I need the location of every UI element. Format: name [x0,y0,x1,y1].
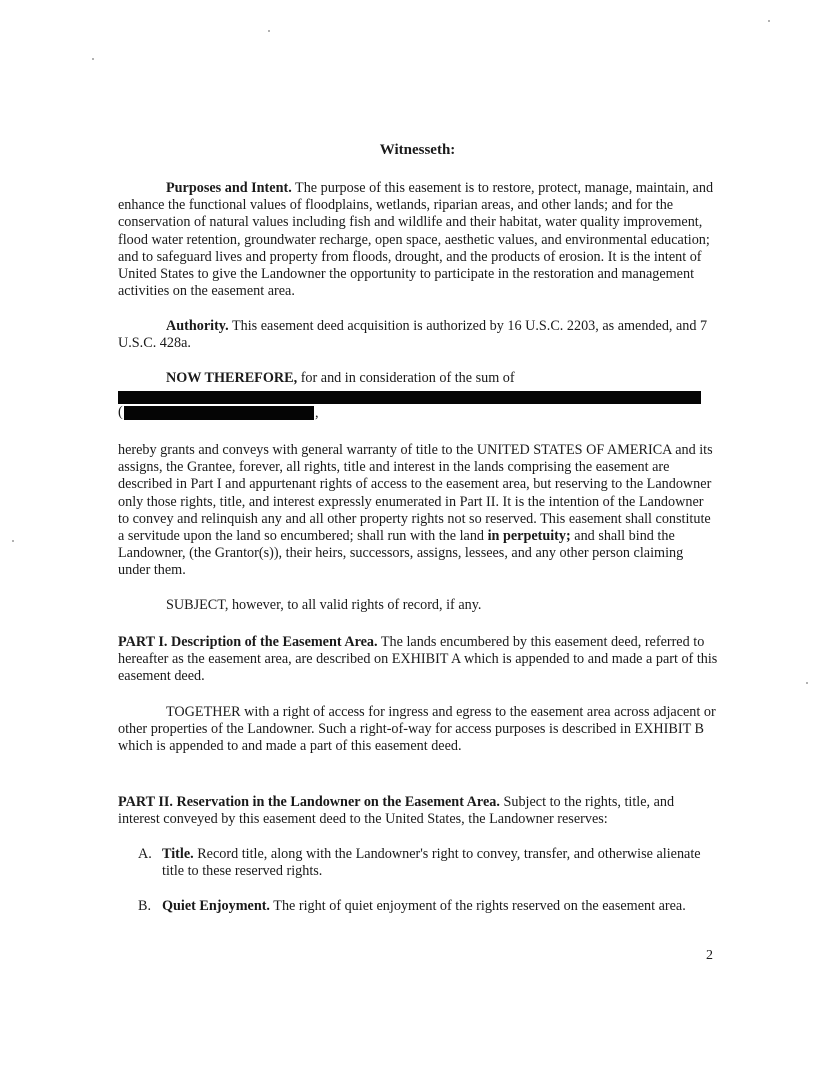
subject-paragraph [118,597,718,614]
scan-speck [12,540,14,542]
together-text: TOGETHER with a right of access for ingress and egress to the easement area across adjacent or other properties of the Landowner. Such a right-of-way for access purposes is described in EXHIBIT B which is appended to and made a part of this easement deed. [118,704,716,755]
list-item-marker: A. [138,846,152,862]
part2-text: Subject to the rights, title, and interest conveyed by this easement deed to the United States, the Landowner reserves: [118,794,675,828]
subject-text: SUBJECT, however, to all valid rights of record, if any. [166,597,482,613]
now-therefore-text: for and in consideration of the sum of [297,370,515,386]
scan-speck [268,30,270,32]
perpetuity-text: in perpetuity; [487,528,571,545]
now-therefore-line [118,370,718,387]
part1-paragraph [118,634,718,686]
scan-speck [92,58,94,60]
purposes-paragraph [118,180,718,300]
list-item [138,846,708,880]
authority-label: Authority. [166,318,229,334]
now-therefore-label: NOW THEREFORE, [166,370,298,386]
amount-comma: , [315,405,319,421]
list-item-marker: B. [138,898,152,914]
paren-open: ( [118,404,123,420]
authority-text: This easement deed acquisition is authorized by 16 U.S.C. 2203, as amended, and 7 U.S.C. 428a. [118,318,708,352]
grant-text-1: hereby grants and conveys with general warranty of title to the UNITED STATES OF AMERICA and its assigns, the Grantee, forever, all rights, title and interest in the lands comprising the easement are described in Part I and appurtenant rights of access to the easement area, but reserving to the Landowner only those rights, title, and interest expressly enumerated in Part II. It is the intention of the Landowner to convey and relinquish any and all other property rights not so reserved. This easement shall constitute a servitude upon the land so encumbered; shall run with the land [118,442,713,545]
together-paragraph [118,704,718,756]
part1-text: The lands encumbered by this easement deed, referred to hereafter as the easement area, are described on EXHIBIT A which is appended to and made a part of this easement deed. [118,634,718,685]
part2-paragraph [118,794,718,828]
authority-paragraph [118,318,718,352]
part2-label: PART II. Reservation in the Landowner on the Easement Area. [118,794,500,810]
redacted-amount-comma [315,405,335,422]
page-number: 2 [706,948,713,963]
redaction-bar [118,391,701,404]
purposes-label: Purposes and Intent. [166,180,292,196]
grant-text-2: and shall bind the Landowner, (the Grantor(s)), their heirs, successors, assigns, lessees, and any other person claiming under them. [118,528,684,579]
list-item-label: Title. [162,846,194,862]
scan-speck [768,20,770,22]
purposes-text: The purpose of this easement is to restore, protect, manage, maintain, and enhance the functional values of floodplains, wetlands, riparian areas, and other lands; and for the conservation of natural values including fish and wildlife and their habitat, water quality improvement, flood water retention, groundwater recharge, open space, aesthetic values, and environmental education; and to safeguard lives and property from floods, drought, and the products of erosion. It is the intent of United States to give the Landowner the opportunity to participate in the restoration and management activities on the easement area. [118,180,714,300]
redaction-bar [124,406,314,420]
list-item [138,898,708,915]
part1-label: PART I. Description of the Easement Area. [118,634,378,650]
grant-paragraph [118,442,718,580]
list-item-text: The right of quiet enjoyment of the rights reserved on the easement area. [269,898,686,914]
section-heading: Witnesseth: [379,142,456,158]
list-item-text: Record title, along with the Landowner's right to convey, transfer, and otherwise alienate title to these reserved rights. [162,846,701,880]
list-item-label: Quiet Enjoyment. [162,898,270,914]
scan-speck [806,682,808,684]
